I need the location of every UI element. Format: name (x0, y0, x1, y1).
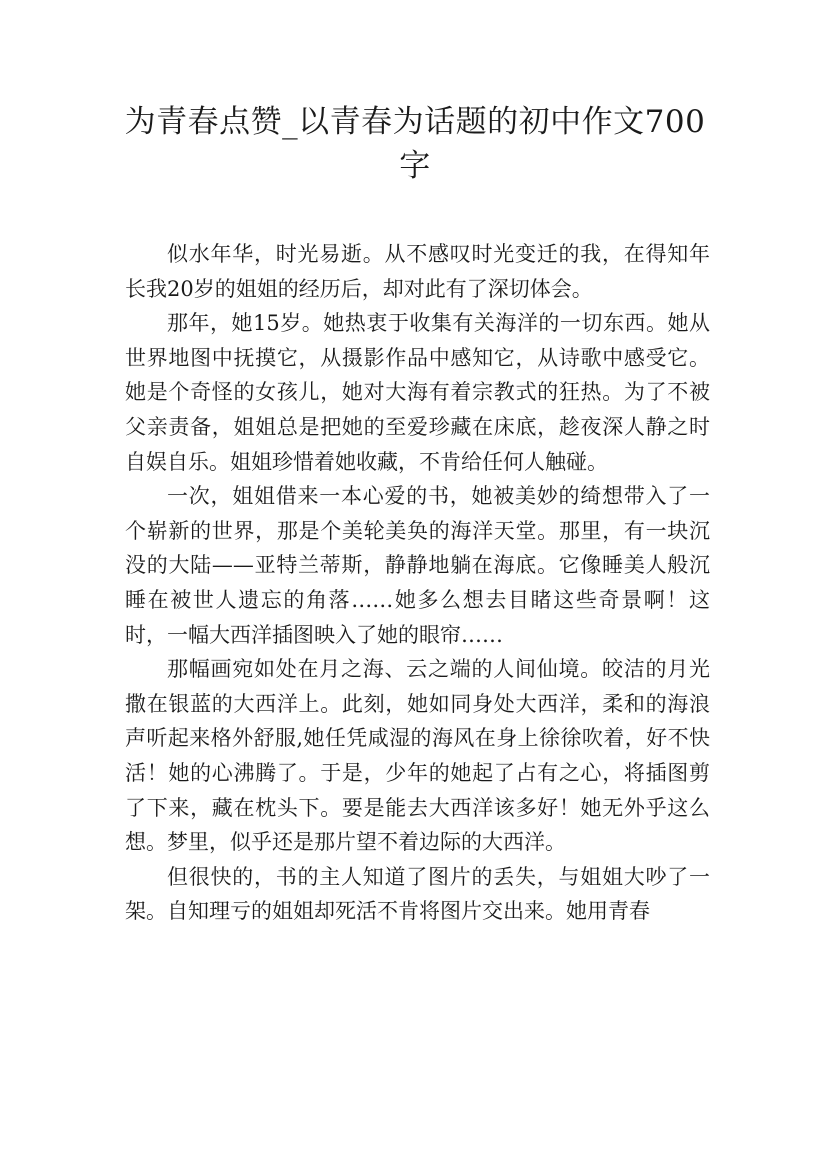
paragraph: 一次，姐姐借来一本心爱的书，她被美妙的绮想带入了一个崭新的世界，那是个美轮美奂的海洋天堂。那里，有一块沉没的大陆——亚特兰蒂斯，静静地躺在海底。它像睡美人般沉睡在被世人遗忘的角落……她多么想去目睹这些奇景啊！这时，一幅大西洋插图映入了她的眼帘…… (125, 484, 710, 647)
paragraph: 但很快的，书的主人知道了图片的丢失，与姐姐大吵了一架。自知理亏的姐姐却死活不肯将图片交出来。她用青春 (125, 864, 710, 924)
paragraph: 那幅画宛如处在月之海、云之端的人间仙境。皎洁的月光撒在银蓝的大西洋上。此刻，她如同身处大西洋，柔和的海浪声听起来格外舒服,她任凭咸湿的海风在身上徐徐吹着，好不快活！她的心沸腾了。于是，少年的她起了占有之心，将插图剪了下来，藏在枕头下。要是能去大西洋该多好！她无外乎这么想。梦里，似乎还是那片望不着边际的大西洋。 (125, 657, 710, 855)
paragraph: 似水年华，时光易逝。从不感叹时光变迁的我，在得知年长我20岁的姐姐的经历后，却对此有了深切体会。 (125, 242, 710, 301)
paragraph: 那年，她15岁。她热衷于收集有关海洋的一切东西。她从世界地图中抚摸它，从摄影作品中感知它，从诗歌中感受它。她是个奇怪的女孩儿，她对大海有着宗教式的狂热。为了不被父亲责备，姐姐总是把她的至爱珍藏在床底，趁夜深人静之时自娱自乐。姐姐珍惜着她收藏，不肯给任何人触碰。 (125, 311, 710, 474)
document-title: 为青春点赞_以青春为话题的初中作文700字 (124, 104, 706, 184)
document-body (125, 237, 710, 929)
